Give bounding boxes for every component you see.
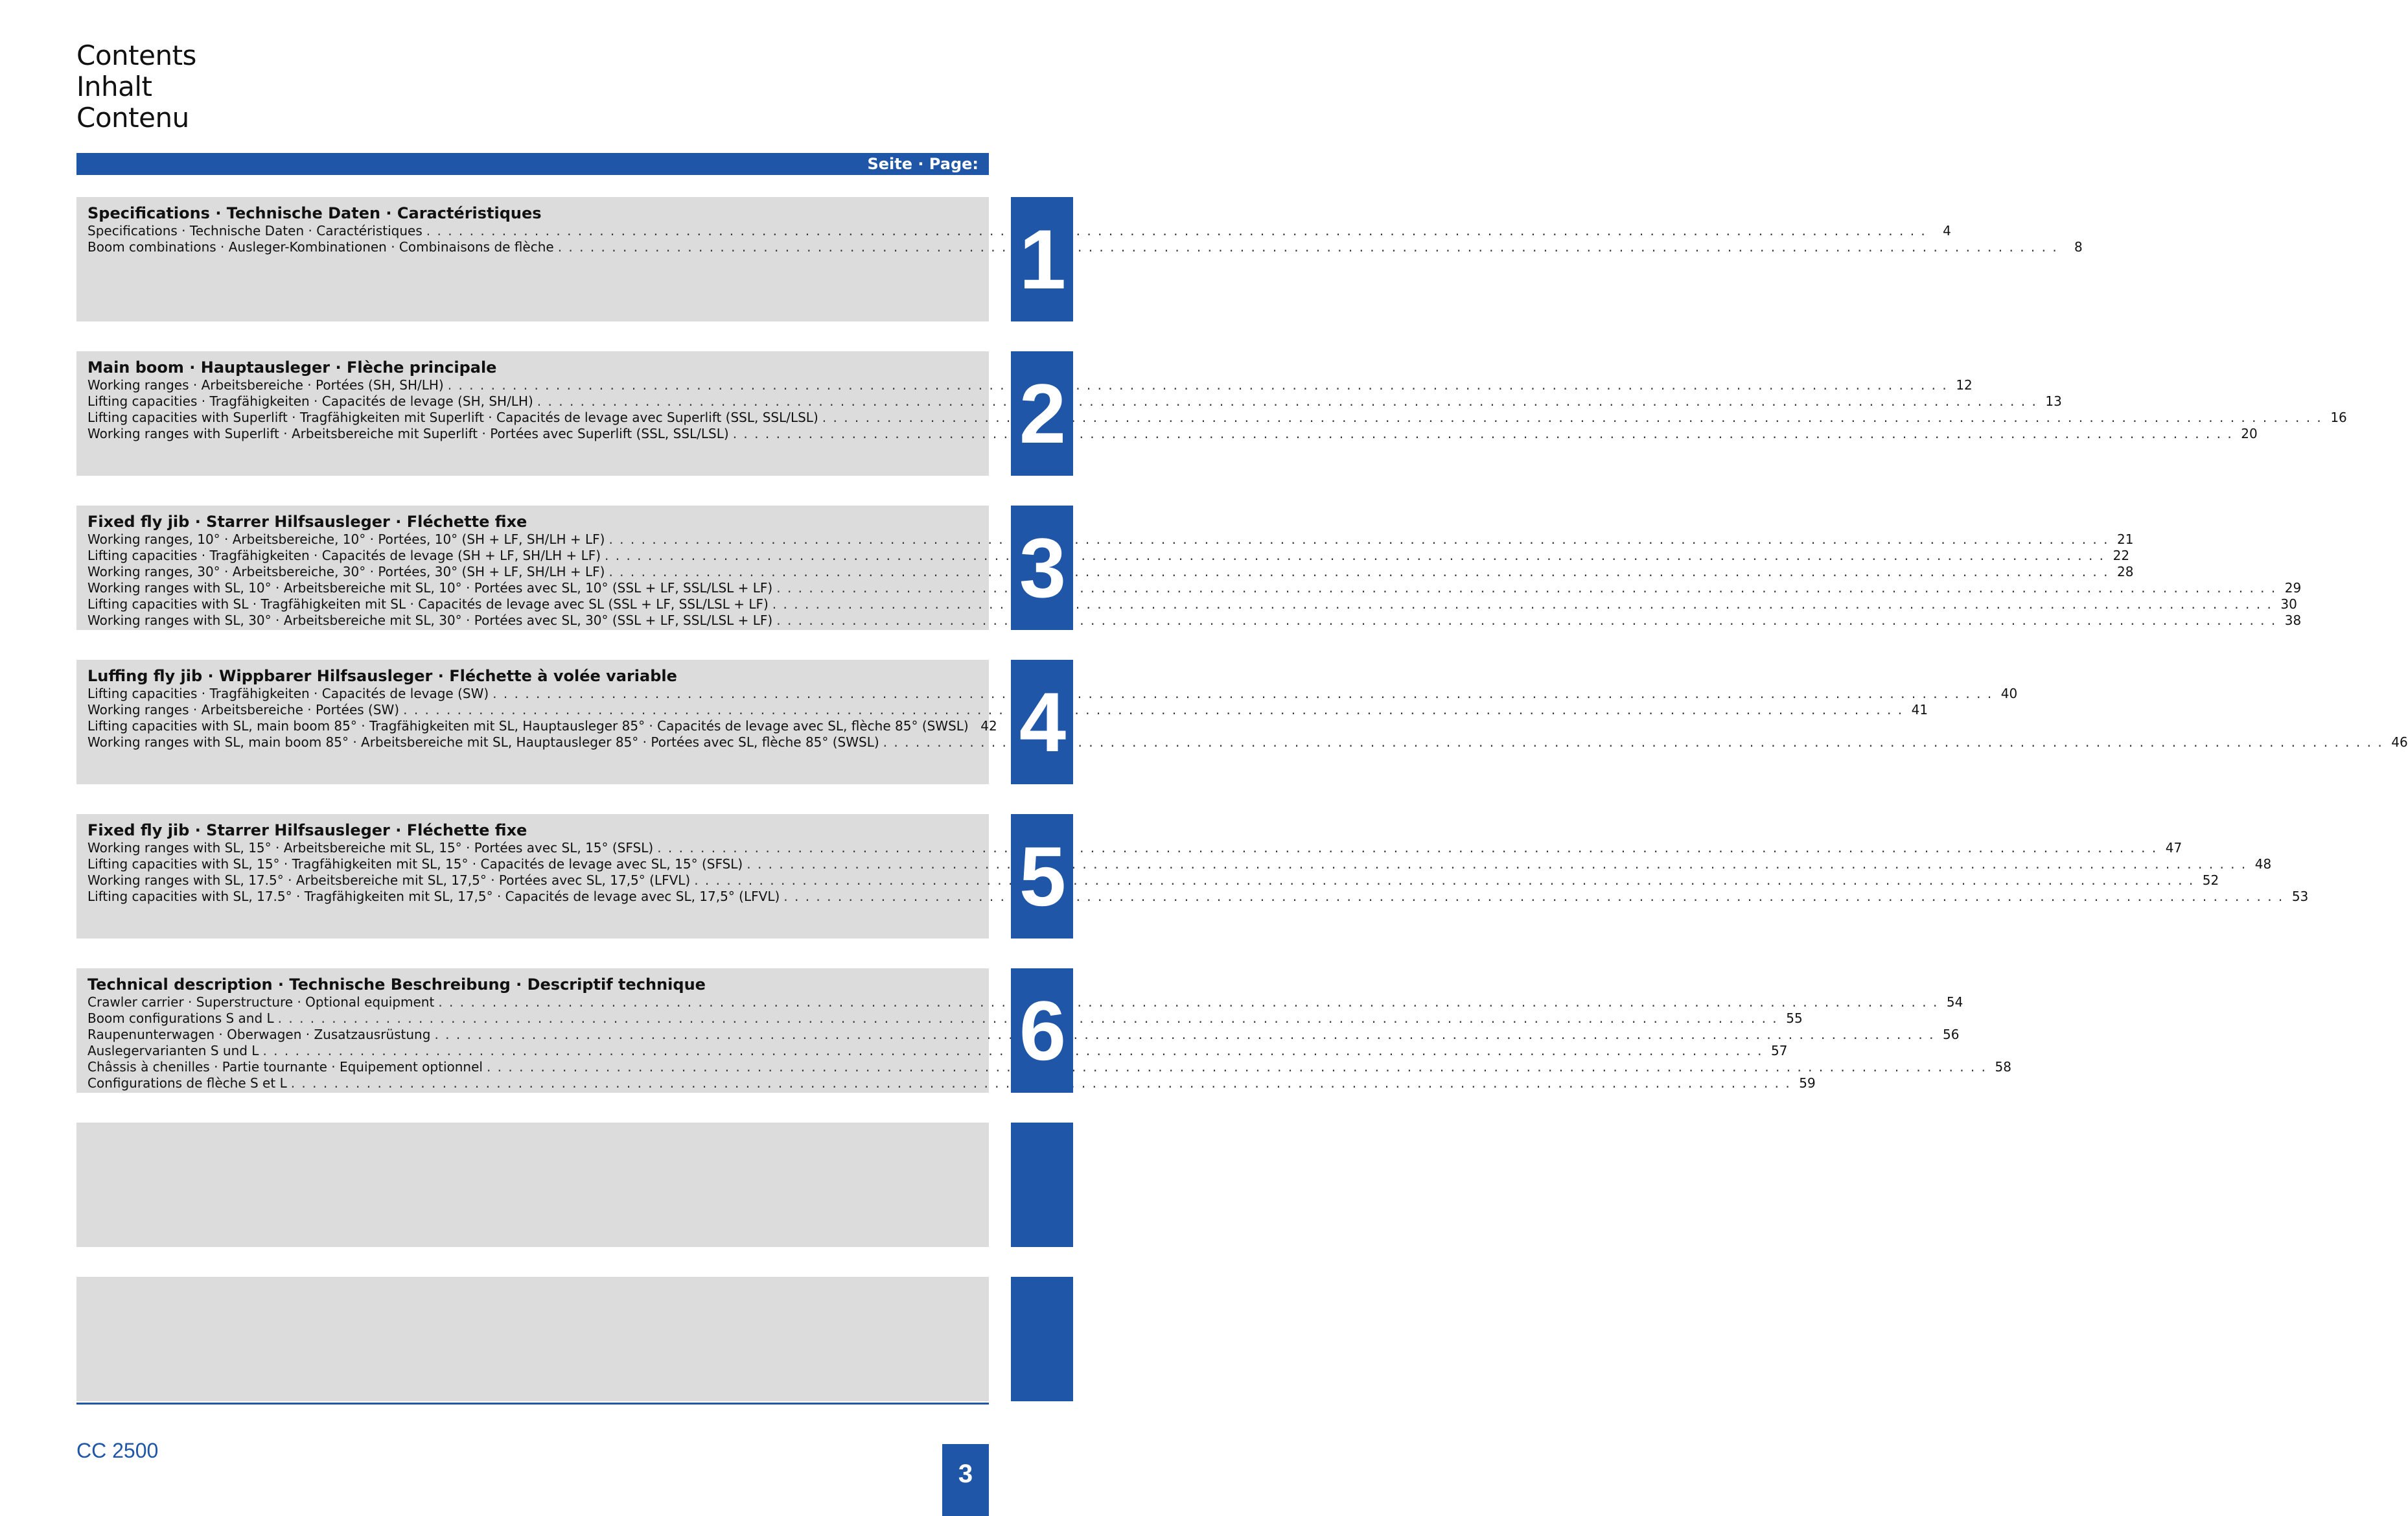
dot-leader <box>608 531 2109 548</box>
entry-label: Working ranges · Arbeitsbereiche · Portées (SW) <box>87 702 400 717</box>
toc-entry[interactable] <box>87 994 1963 1010</box>
entry-page: 21 <box>2117 531 2134 547</box>
section-heading: Specifications · Technische Daten · Caractéristiques <box>87 204 542 222</box>
title-english: Contents <box>76 40 196 71</box>
entry-label: Lifting capacities with SL, 15° · Tragfähigkeiten mit SL, 15° · Capacités de levage avec SL, 15° (SFSL) <box>87 856 743 872</box>
toc-entry[interactable] <box>87 872 2219 889</box>
entry-label: Working ranges · Arbeitsbereiche · Portées (SH, SH/LH) <box>87 377 444 393</box>
toc-entry[interactable] <box>87 531 2134 548</box>
entry-label: Lifting capacities · Tragfähigkeiten · Capacités de levage (SW) <box>87 686 489 701</box>
toc-section-4 <box>76 660 2408 784</box>
entry-page: 41 <box>1911 702 1928 717</box>
entry-label: Working ranges with SL, main boom 85° · Arbeitsbereiche mit SL, Hauptausleger 85° · Portées avec SL, flèche 85° (SWSL) <box>87 734 879 750</box>
dot-leader <box>883 734 2383 751</box>
dot-leader <box>487 1059 1987 1075</box>
entry-page: 12 <box>1956 377 1973 393</box>
entry-label: Lifting capacities with SL · Tragfähigkeiten mit SL · Capacités de levage avec SL (SSL + LF, SSL/LSL + LF) <box>87 596 769 612</box>
entry-label: Lifting capacities with SL, main boom 85° · Tragfähigkeiten mit SL, Hauptausleger 85° · Capacités de levage avec SL, flèche 85° (SWSL) <box>87 718 969 734</box>
toc-entry[interactable] <box>87 702 1928 718</box>
entry-page: 28 <box>2117 564 2134 579</box>
entry-label: Working ranges with SL, 17.5° · Arbeitsbereiche mit SL, 17,5° · Portées avec SL, 17,5° (LFVL) <box>87 872 691 888</box>
toc-section-5 <box>76 814 2309 939</box>
dot-leader <box>783 889 2284 905</box>
toc-entry[interactable] <box>87 564 2134 580</box>
toc-entry[interactable] <box>87 377 1973 393</box>
entry-label: Working ranges with SL, 30° · Arbeitsbereiche mit SL, 30° · Portées avec SL, 30° (SSL + LF, SSL/LSL + LF) <box>87 612 773 628</box>
entry-page: 55 <box>1786 1010 1803 1026</box>
toc-entry[interactable] <box>87 426 2258 442</box>
page-title <box>76 40 196 134</box>
toc-entry[interactable] <box>87 1010 1803 1027</box>
entry-page: 48 <box>2254 856 2272 872</box>
entry-page: 59 <box>1799 1075 1816 1091</box>
entry-page: 20 <box>2241 426 2258 441</box>
dot-leader <box>776 612 2276 629</box>
dot-leader <box>608 564 2109 580</box>
toc-entry[interactable] <box>87 889 2309 905</box>
section-tab-5[interactable]: 5 <box>1011 814 1073 939</box>
dot-leader <box>537 393 2037 410</box>
entry-label: Lifting capacities · Tragfähigkeiten · Capacités de levage (SH + LF, SH/LH + LF) <box>87 548 601 563</box>
section-tab-empty <box>1011 1277 1073 1401</box>
entry-page: 8 <box>2074 239 2083 255</box>
footer-divider <box>76 1403 989 1405</box>
section-tab-empty <box>1011 1123 1073 1247</box>
entry-page: 42 <box>980 718 997 734</box>
toc-entry[interactable] <box>87 718 997 734</box>
entry-page: 38 <box>2284 612 2302 628</box>
dot-leader <box>438 994 1938 1010</box>
entry-label: Boom combinations · Ausleger-Kombinationen · Combinaisons de flèche <box>87 239 554 255</box>
entry-page: 13 <box>2045 393 2062 409</box>
section-heading: Technical description · Technische Beschreibung · Descriptif technique <box>87 975 706 994</box>
entry-page: 53 <box>2291 889 2309 904</box>
dot-leader <box>733 426 2233 442</box>
entry-page: 58 <box>1995 1059 2011 1075</box>
title-french: Contenu <box>76 102 189 134</box>
entry-label: Lifting capacities with Superlift · Tragfähigkeiten mit Superlift · Capacités de levage avec Superlift (SSL, SSL/LSL) <box>87 410 818 425</box>
model-name: CC 2500 <box>76 1439 159 1462</box>
toc-entry[interactable] <box>87 223 1951 239</box>
entry-page: 54 <box>1946 994 1963 1010</box>
toc-entry[interactable] <box>87 580 2302 596</box>
section-heading: Fixed fly jib · Starrer Hilfsausleger · Fléchette fixe <box>87 513 527 531</box>
toc-entry[interactable] <box>87 686 2018 702</box>
dot-leader <box>694 872 2194 889</box>
entry-label: Lifting capacities with SL, 17.5° · Tragfähigkeiten mit SL, 17,5° · Capacités de levage avec SL, 17,5° (LFVL) <box>87 889 780 904</box>
toc-entry[interactable] <box>87 239 2083 255</box>
entry-label: Châssis à chenilles · Partie tournante · Equipement optionnel <box>87 1059 483 1075</box>
section-heading: Luffing fly jib · Wippbarer Hilfsausleger · Fléchette à volée variable <box>87 667 677 685</box>
toc-entry[interactable] <box>87 596 2297 612</box>
entry-label: Working ranges with SL, 10° · Arbeitsbereiche mit SL, 10° · Portées avec SL, 10° (SSL + LF, SSL/LSL + LF) <box>87 580 773 596</box>
toc-section-1 <box>76 197 2083 321</box>
section-tab-4[interactable]: 4 <box>1011 660 1073 784</box>
section-tab-6[interactable]: 6 <box>1011 968 1073 1093</box>
dot-leader <box>448 377 1948 393</box>
dot-leader <box>605 548 2105 564</box>
entry-label: Raupenunterwagen · Oberwagen · Zusatzausrüstung <box>87 1027 431 1042</box>
section-tab-1[interactable]: 1 <box>1011 197 1073 321</box>
toc-entry[interactable] <box>87 856 2272 872</box>
toc-entry[interactable] <box>87 548 2130 564</box>
entry-page: 46 <box>2391 734 2408 750</box>
entry-label: Lifting capacities · Tragfähigkeiten · Capacités de levage (SH, SH/LH) <box>87 393 533 409</box>
page-number: 3 <box>942 1444 989 1516</box>
title-german: Inhalt <box>76 71 152 102</box>
entry-label: Crawler carrier · Superstructure · Optional equipment <box>87 994 435 1010</box>
entry-page: 47 <box>2165 840 2182 856</box>
toc-entry[interactable] <box>87 612 2302 629</box>
entry-label: Working ranges, 30° · Arbeitsbereiche, 30° · Portées, 30° (SH + LF, SH/LH + LF) <box>87 564 605 579</box>
entry-page: 52 <box>2202 872 2219 888</box>
section-tab-2[interactable]: 2 <box>1011 351 1073 476</box>
page-column-header <box>76 153 989 175</box>
entry-label: Auslegervarianten S und L <box>87 1043 259 1058</box>
toc-entry[interactable] <box>87 410 2347 426</box>
entry-page: 16 <box>2330 410 2347 425</box>
entry-label: Working ranges with SL, 15° · Arbeitsbereiche mit SL, 15° · Portées avec SL, 15° (SFSL) <box>87 840 654 856</box>
entry-page: 29 <box>2284 580 2302 596</box>
entry-label: Working ranges, 10° · Arbeitsbereiche, 10° · Portées, 10° (SH + LF, SH/LH + LF) <box>87 531 605 547</box>
entry-page: 22 <box>2113 548 2130 563</box>
entry-page: 40 <box>2000 686 2018 701</box>
section-tab-3[interactable]: 3 <box>1011 506 1073 630</box>
entry-page: 4 <box>1943 223 1951 239</box>
section-heading: Fixed fly jib · Starrer Hilfsausleger · Fléchette fixe <box>87 821 527 839</box>
dot-leader <box>657 840 2157 856</box>
toc-section-6 <box>76 968 2011 1093</box>
toc-entry[interactable] <box>87 1059 2011 1075</box>
dot-leader <box>747 856 2247 872</box>
toc-section-empty <box>76 1277 989 1401</box>
entry-page: 56 <box>1943 1027 1960 1042</box>
dot-leader <box>426 223 1927 239</box>
toc-section-3 <box>76 506 2302 630</box>
toc-entry[interactable] <box>87 393 2062 410</box>
entry-page: 57 <box>1771 1043 1788 1058</box>
dot-leader <box>403 702 1903 718</box>
entry-label: Working ranges with Superlift · Arbeitsbereiche mit Superlift · Portées avec Superlift (SSL, SSL/LSL) <box>87 426 729 441</box>
section-heading: Main boom · Hauptausleger · Flèche principale <box>87 358 497 377</box>
toc-entry[interactable] <box>87 1027 1960 1043</box>
page-column-label: Seite · Page: <box>867 155 978 173</box>
entry-page: 30 <box>2280 596 2297 612</box>
toc-entry[interactable] <box>87 1043 1788 1059</box>
entry-label: Configurations de flèche S et L <box>87 1075 287 1091</box>
dot-leader <box>776 580 2276 596</box>
dot-leader <box>772 596 2273 612</box>
toc-section-empty <box>76 1123 989 1247</box>
toc-section-2 <box>76 351 2347 476</box>
dot-leader <box>492 686 1993 702</box>
entry-label: Specifications · Technische Daten · Caractéristiques <box>87 223 423 239</box>
toc-entry[interactable] <box>87 1075 1816 1091</box>
dot-leader <box>558 239 2058 255</box>
toc-entry[interactable] <box>87 840 2182 856</box>
dot-leader <box>434 1027 1934 1043</box>
entry-label: Boom configurations S and L <box>87 1010 274 1026</box>
toc-entry[interactable] <box>87 734 2408 751</box>
